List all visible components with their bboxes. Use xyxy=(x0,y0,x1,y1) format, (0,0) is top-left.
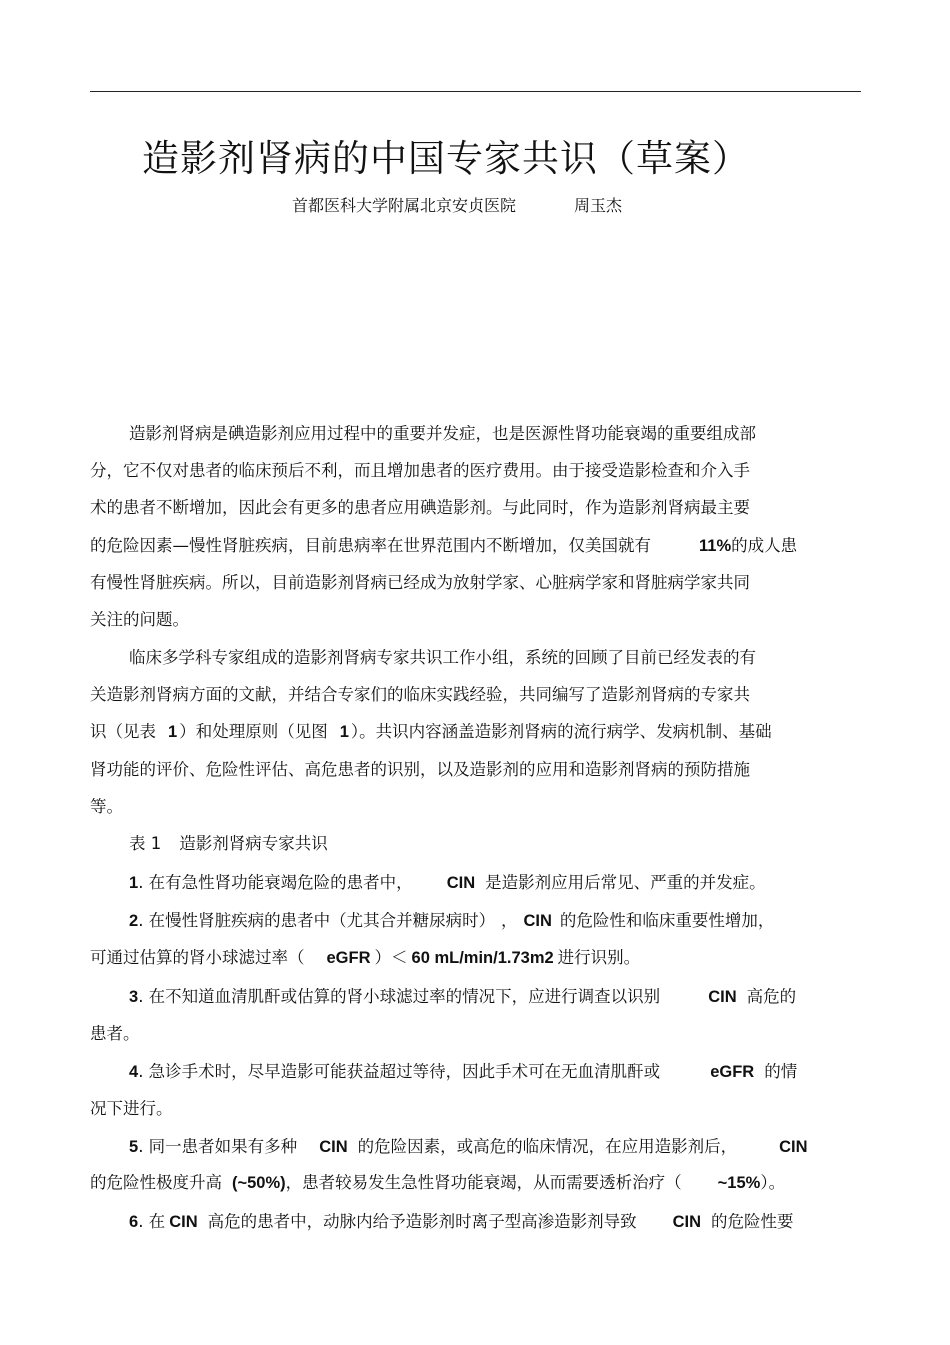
author: 周玉杰 xyxy=(574,196,623,215)
item-1 xyxy=(129,873,766,893)
table-label: 表 1 xyxy=(129,834,162,853)
table-caption-text: 造影剂肾病专家共识 xyxy=(179,834,328,853)
item-text: 的危险性要 xyxy=(711,1212,794,1231)
header-rule xyxy=(90,91,861,92)
cin-term: CIN xyxy=(169,1213,198,1231)
document-title: 造影剂肾病的中国专家共识（草案） xyxy=(142,137,750,180)
item-5-line-1 xyxy=(129,1137,808,1157)
item-number: 4 xyxy=(129,1063,139,1081)
item-6-line-1 xyxy=(129,1212,794,1232)
table-caption xyxy=(129,834,328,854)
item-text: ，患者较易发生急性肾功能衰竭，从而需要透析治疗（ xyxy=(285,1173,682,1192)
para2-line-2: 关造影剂肾病方面的文献，并结合专家们的临床实践经验，共同编写了造影剂肾病的专家共 xyxy=(90,685,750,704)
item-text: . 在 xyxy=(138,1212,166,1231)
item-number: 6 xyxy=(129,1213,139,1231)
para2-line-5: 等。 xyxy=(90,797,123,816)
cin-term: CIN xyxy=(523,912,552,930)
para2-text: ）和处理原则（见图 xyxy=(179,722,328,741)
item-3-line-2: 患者。 xyxy=(90,1024,140,1043)
item-text: 可通过估算的肾小球滤过率（ xyxy=(90,948,305,967)
item-text: . 在有急性肾功能衰竭危险的患者中， xyxy=(138,873,413,892)
para2-text: ）。共识内容涵盖造影剂肾病的流行病学、发病机制、基础 xyxy=(350,722,772,741)
intro-line-4 xyxy=(90,536,797,556)
cin-term: CIN xyxy=(779,1138,808,1156)
intro-line-2: 分，它不仅对患者的临床预后不利，而且增加患者的医疗费用。由于接受造影检查和介入手 xyxy=(90,461,750,480)
intro-line-3: 术的患者不断增加，因此会有更多的患者应用碘造影剂。与此同时，作为造影剂肾病最主要 xyxy=(90,498,750,517)
item-text: 是造影剂应用后常见、严重的并发症。 xyxy=(485,873,766,892)
intro-line-6: 关注的问题。 xyxy=(90,610,189,629)
item-2-line-1 xyxy=(129,911,774,931)
intro-line-5: 有慢性肾脏疾病。所以，目前造影剂肾病已经成为放射学家、心脏病学家和肾脏病学家共同 xyxy=(90,573,750,592)
risk-value: (~50%) xyxy=(232,1174,286,1192)
item-number: 1 xyxy=(129,874,139,892)
byline xyxy=(292,193,622,216)
affiliation: 首都医科大学附属北京安贞医院 xyxy=(292,196,517,215)
item-text: 的危险性极度升高 xyxy=(90,1173,222,1192)
item-4-line-1 xyxy=(129,1062,797,1082)
item-text: . 在慢性肾脏疾病的患者中（尤其合并糖尿病时） xyxy=(138,911,487,930)
para2-line-1: 临床多学科专家组成的造影剂肾病专家共识工作小组，系统的回顾了目前已经发表的有 xyxy=(129,648,756,667)
egfr-term: eGFR xyxy=(326,949,371,967)
item-2-line-2 xyxy=(90,948,640,968)
figure-ref: 1 xyxy=(339,723,349,741)
item-text: . 在不知道血清肌酐或估算的肾小球滤过率的情况下，应进行调查以识别 xyxy=(138,987,661,1006)
cin-term: CIN xyxy=(319,1138,348,1156)
item-3-line-1 xyxy=(129,987,796,1007)
egfr-term: eGFR xyxy=(710,1063,755,1081)
item-number: 5 xyxy=(129,1138,139,1156)
table-ref: 1 xyxy=(168,723,178,741)
para2-text: 识（见表 xyxy=(90,722,156,741)
item-text: 的危险因素，或高危的临床情况，在应用造影剂后， xyxy=(357,1137,738,1156)
item-text: 进行识别。 xyxy=(557,948,641,967)
item-text: 高危的 xyxy=(746,987,797,1006)
dialysis-value: ~15% xyxy=(717,1174,761,1192)
para2-line-4: 肾功能的评价、危险性评估、高危患者的识别，以及造影剂的应用和造影剂肾病的预防措施 xyxy=(90,760,750,779)
item-text: ）。 xyxy=(760,1173,786,1192)
item-number: 3 xyxy=(129,988,139,1006)
para2-line-3 xyxy=(90,722,772,742)
item-text: . 同一患者如果有多种 xyxy=(138,1137,298,1156)
item-number: 2 xyxy=(129,912,139,930)
item-4-line-2: 况下进行。 xyxy=(90,1099,173,1118)
item-text: 高危的患者中，动脉内给予造影剂时离子型高渗造影剂导致 xyxy=(207,1212,637,1231)
item-text: ）＜ xyxy=(374,948,408,967)
item-text: ， xyxy=(500,911,518,930)
item-text: 的危险性和临床重要性增加， xyxy=(559,911,775,930)
item-text: 的情 xyxy=(764,1062,798,1081)
cin-term: CIN xyxy=(672,1213,702,1231)
cin-term: CIN xyxy=(446,874,476,892)
intro-text: 的成人患 xyxy=(731,536,798,555)
intro-text: 的危险因素—慢性肾脏疾病，目前患病率在世界范围内不断增加，仅美国就有 xyxy=(90,536,651,555)
item-text: . 急诊手术时，尽早造影可能获益超过等待，因此手术可在无血清肌酐或 xyxy=(138,1062,661,1081)
intro-line-1: 造影剂肾病是碘造影剂应用过程中的重要并发症，也是医源性肾功能衰竭的重要组成部 xyxy=(129,424,756,443)
threshold-value: 60 mL/min/1.73m2 xyxy=(411,949,554,967)
cin-term: CIN xyxy=(708,988,737,1006)
intro-percent: 11% xyxy=(699,537,732,555)
item-5-line-2 xyxy=(90,1173,785,1193)
